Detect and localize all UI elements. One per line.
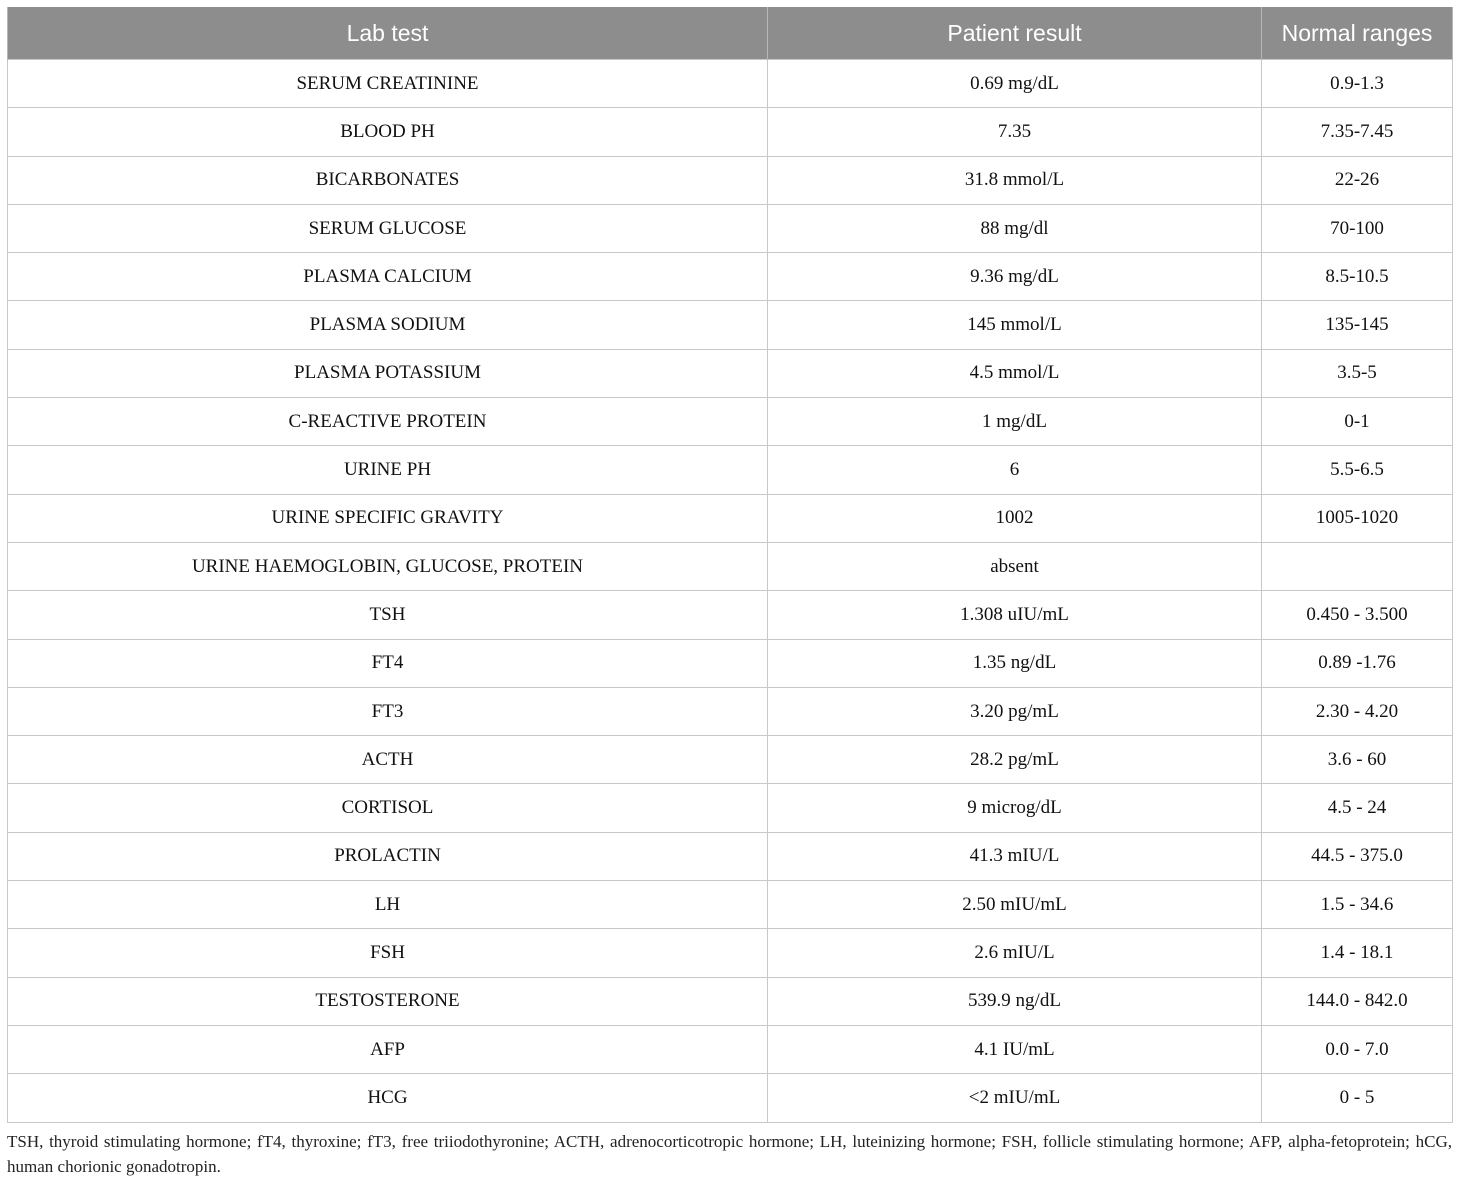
cell-normal-range: 1005-1020 <box>1262 494 1453 542</box>
table-row <box>8 977 1453 1025</box>
cell-lab-test: FT3 <box>8 687 768 735</box>
cell-patient-result: 9.36 mg/dL <box>768 253 1262 301</box>
lab-results-table <box>7 7 1453 1123</box>
cell-lab-test: BLOOD PH <box>8 108 768 156</box>
cell-normal-range: 4.5 - 24 <box>1262 784 1453 832</box>
cell-normal-range: 0-1 <box>1262 398 1453 446</box>
cell-normal-range: 5.5-6.5 <box>1262 446 1453 494</box>
cell-lab-test: BICARBONATES <box>8 156 768 204</box>
cell-lab-test: URINE PH <box>8 446 768 494</box>
cell-lab-test: URINE SPECIFIC GRAVITY <box>8 494 768 542</box>
table-row <box>8 784 1453 832</box>
table-row <box>8 687 1453 735</box>
cell-patient-result: <2 mIU/mL <box>768 1074 1262 1122</box>
cell-lab-test: TESTOSTERONE <box>8 977 768 1025</box>
cell-lab-test: PROLACTIN <box>8 832 768 880</box>
cell-lab-test: SERUM CREATININE <box>8 60 768 108</box>
table-row <box>8 1025 1453 1073</box>
cell-lab-test: FT4 <box>8 639 768 687</box>
cell-patient-result: absent <box>768 542 1262 590</box>
cell-normal-range: 1.5 - 34.6 <box>1262 881 1453 929</box>
header-normal-ranges: Normal ranges <box>1262 7 1453 60</box>
cell-patient-result: 0.69 mg/dL <box>768 60 1262 108</box>
header-patient-result: Patient result <box>768 7 1262 60</box>
cell-lab-test: TSH <box>8 591 768 639</box>
cell-lab-test: HCG <box>8 1074 768 1122</box>
cell-patient-result: 4.1 IU/mL <box>768 1025 1262 1073</box>
cell-lab-test: CORTISOL <box>8 784 768 832</box>
cell-lab-test: AFP <box>8 1025 768 1073</box>
table-header <box>8 7 1453 60</box>
cell-lab-test: SERUM GLUCOSE <box>8 204 768 252</box>
table-row <box>8 591 1453 639</box>
cell-patient-result: 2.6 mIU/L <box>768 929 1262 977</box>
cell-normal-range: 2.30 - 4.20 <box>1262 687 1453 735</box>
table-row <box>8 832 1453 880</box>
cell-normal-range: 8.5-10.5 <box>1262 253 1453 301</box>
cell-normal-range: 0.450 - 3.500 <box>1262 591 1453 639</box>
cell-normal-range: 3.5-5 <box>1262 349 1453 397</box>
table-row <box>8 301 1453 349</box>
cell-normal-range: 70-100 <box>1262 204 1453 252</box>
cell-normal-range: 0 - 5 <box>1262 1074 1453 1122</box>
cell-normal-range: 44.5 - 375.0 <box>1262 832 1453 880</box>
cell-lab-test: FSH <box>8 929 768 977</box>
table-row <box>8 639 1453 687</box>
cell-normal-range: 1.4 - 18.1 <box>1262 929 1453 977</box>
table-body <box>8 60 1453 1123</box>
table-row <box>8 881 1453 929</box>
cell-lab-test: PLASMA SODIUM <box>8 301 768 349</box>
cell-lab-test: C-REACTIVE PROTEIN <box>8 398 768 446</box>
table-row <box>8 446 1453 494</box>
lab-results-table-container <box>7 7 1452 1123</box>
table-row <box>8 1074 1453 1122</box>
cell-lab-test: PLASMA POTASSIUM <box>8 349 768 397</box>
table-row <box>8 108 1453 156</box>
cell-patient-result: 41.3 mIU/L <box>768 832 1262 880</box>
table-row <box>8 542 1453 590</box>
cell-patient-result: 7.35 <box>768 108 1262 156</box>
cell-lab-test: ACTH <box>8 736 768 784</box>
cell-patient-result: 3.20 pg/mL <box>768 687 1262 735</box>
cell-patient-result: 1 mg/dL <box>768 398 1262 446</box>
cell-lab-test: LH <box>8 881 768 929</box>
cell-patient-result: 4.5 mmol/L <box>768 349 1262 397</box>
cell-normal-range: 144.0 - 842.0 <box>1262 977 1453 1025</box>
cell-normal-range <box>1262 542 1453 590</box>
cell-patient-result: 31.8 mmol/L <box>768 156 1262 204</box>
cell-patient-result: 9 microg/dL <box>768 784 1262 832</box>
cell-normal-range: 0.9-1.3 <box>1262 60 1453 108</box>
cell-lab-test: URINE HAEMOGLOBIN, GLUCOSE, PROTEIN <box>8 542 768 590</box>
cell-normal-range: 0.89 -1.76 <box>1262 639 1453 687</box>
table-row <box>8 253 1453 301</box>
cell-patient-result: 2.50 mIU/mL <box>768 881 1262 929</box>
cell-normal-range: 3.6 - 60 <box>1262 736 1453 784</box>
cell-patient-result: 28.2 pg/mL <box>768 736 1262 784</box>
cell-patient-result: 1002 <box>768 494 1262 542</box>
cell-patient-result: 539.9 ng/dL <box>768 977 1262 1025</box>
table-row <box>8 929 1453 977</box>
cell-patient-result: 1.35 ng/dL <box>768 639 1262 687</box>
cell-patient-result: 6 <box>768 446 1262 494</box>
header-row <box>8 7 1453 60</box>
table-row <box>8 60 1453 108</box>
table-row <box>8 398 1453 446</box>
table-row <box>8 494 1453 542</box>
cell-normal-range: 135-145 <box>1262 301 1453 349</box>
cell-normal-range: 0.0 - 7.0 <box>1262 1025 1453 1073</box>
cell-patient-result: 88 mg/dl <box>768 204 1262 252</box>
cell-normal-range: 22-26 <box>1262 156 1453 204</box>
table-footnote: TSH, thyroid stimulating hormone; fT4, thyroxine; fT3, free triiodothyronine; ACTH, adrenocorticotropic hormone; LH, luteinizing hormone; FSH, follicle stimulating hormone; AFP, alpha-fetoprotein; hCG, human chorionic gonadotropin. <box>7 1132 1452 1176</box>
cell-lab-test: PLASMA CALCIUM <box>8 253 768 301</box>
cell-patient-result: 1.308 uIU/mL <box>768 591 1262 639</box>
table-row <box>8 736 1453 784</box>
table-row <box>8 156 1453 204</box>
header-lab-test: Lab test <box>8 7 768 60</box>
cell-normal-range: 7.35-7.45 <box>1262 108 1453 156</box>
table-row <box>8 349 1453 397</box>
cell-patient-result: 145 mmol/L <box>768 301 1262 349</box>
table-row <box>8 204 1453 252</box>
